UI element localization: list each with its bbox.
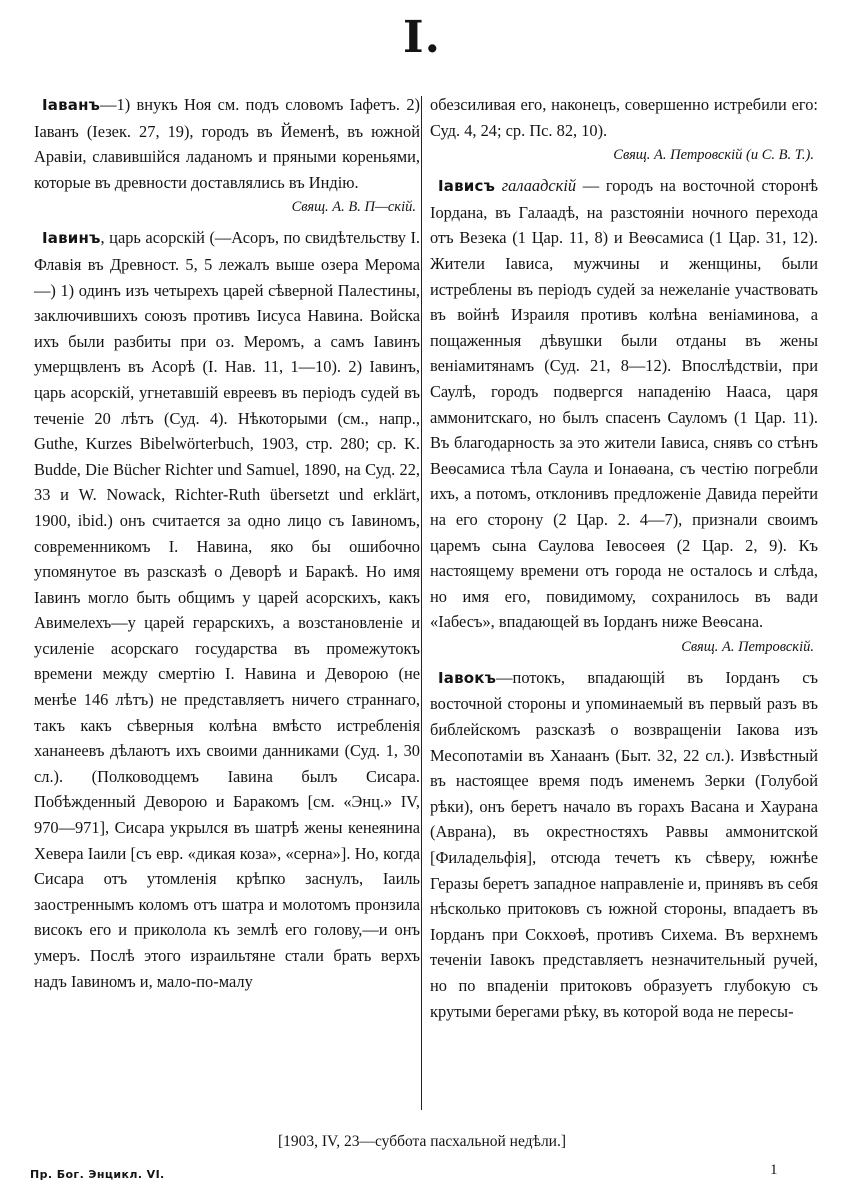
column-divider [421,96,422,1110]
page-heading: I. [403,12,441,63]
printer-signature: Пр. Бог. Энцикл. VI. [30,1168,165,1181]
entry-iavan [34,92,420,219]
entry-author: Свящ. А. Петровскій (и С. В. Т.). [613,147,814,164]
left-column [34,92,420,994]
date-footnote: [1903, IV, 23—суббота пасхальной недѣли.] [277,1133,567,1150]
entry-text: обезсиливая его, наконецъ, совершенно истребили его: Суд. 4, 24; ср. Пс. 82, 10). [430,95,818,140]
entry-text: —потокъ, впадающій въ Іорданъ съ восточной стороны и упоминаемый въ первый разъ въ библейскомъ разсказѣ о возвращеніи Іакова изъ Месопотаміи въ Ханаанъ (Быт. 32, 22 сл.). Извѣстный въ настоящее время подъ именемъ Зерки (Голубой рѣки), онъ беретъ начало въ горахъ Васана и Хаурана (Аврана), въ окрестностяхъ Раввы аммонитской [Филадельфія], отсюда течетъ къ сѣверу, южнѣе Геразы беретъ западное направленіе и, принявъ въ себя нѣсколько притоковъ съ южной стороны, впадаетъ въ Іорданъ при Сокхоѳѣ, противъ Сихема. Въ верхнемъ теченіи Іавокъ представляетъ незначительный ручей, но по впаденіи притоковъ образуетъ глубокую съ крутыми берегами рѣку, въ которой вода не пересы- [430,667,818,1021]
entry-iavin-continued [430,92,818,167]
entry-iavin [34,225,420,994]
page-number: 1 [770,1162,778,1178]
right-column [430,92,818,1024]
entry-headword-qualifier: галаадскій [495,176,577,196]
entry-author: Свящ. А. В. П—скій. [291,199,416,216]
entry-iavis [430,173,818,659]
entry-headword: Іавокъ [438,668,497,687]
entry-text: , царь асорскій (—Асоръ, по свидѣтельству І. Флавія въ Древност. 5, 5 лежалъ выше озера Мерома—) 1) одинъ изъ четырехъ царей сѣверной Палестины, заключившихъ союзъ противъ Іисуса Навина. Войска ихъ были разбиты при оз. Меромъ, а самъ Іавинъ умерщвленъ въ Асорѣ (І. Нав. 11, 1—10). 2) Іавинъ, царь асорскій, угнетавшій евреевъ въ періодъ судей въ теченіе 20 лѣтъ (Суд. 4). Нѣкоторыми (см., напр., Guthe, Kurzes Bibelwörterbuch, 1903, стр. 280; ср. K. Budde, Die Bücher Richter und Samuel, 1890, на Суд. 22, 33 и W. Nowack, Richter-Ruth übersetzt und erklärt, 1900, ibid.) онъ считается за одно лицо съ Іавиномъ, современникомъ І. Навина, яко бы ошибочно упомянутое въ разсказѣ о Деворѣ и Баракѣ. Но имя Іавинъ могло быть общимъ у царей асорскихъ, какъ Авимелехъ—у царей герарскихъ, а возстановленіе и усиленіе асорскаго государства въ промежутокъ времени между смертію І. Навина и Деворою (не менѣе 146 лѣтъ) не представляетъ ничего страннаго, такъ какъ сѣверныя колѣна вмѣсто истребленія хананеевъ дѣлаютъ ихъ своими данниками (Суд. 1, 30 сл.). (Полководцемъ Іавина былъ Сисара. Побѣжденный Деворою и Баракомъ [см. «Энц.» IV, 970—971], Сисара укрылся въ шатрѣ жены кенеянина Хевера Іаили [съ евр. «дикая коза», «серна»]. Но, когда Сисара отъ утомленія крѣпко заснулъ, Іаиль заостреннымъ коломъ отъ шатра и молотомъ пронзила високъ его и приколола къ землѣ его голову,—и онъ умеръ. Послѣ этого израильтяне стали брать верхъ надъ Іавиномъ и, мало-по-малу [34,228,420,991]
entry-text: —1) внукъ Ноя см. подъ словомъ Іафетъ. 2) Іаванъ (Іезек. 27, 19), городъ въ Йеменѣ, въ южной Аравіи, славившійся ладаномъ и пряными кореньями, которые въ древности доставлялись въ Индію. [34,95,420,192]
entry-headword: Іависъ [438,177,496,196]
entry-text: — городъ на восточной сторонѣ Іордана, въ Галаадѣ, на разстояніи ночного перехода отъ Везека (1 Цар. 11, 8) и Веѳсамиса (1 Цар. 31, 12). Жители Іависа, мужчины и женщины, были истреблены въ періодъ судей за нежеланіе участвовать въ войнѣ Израиля противъ колѣна веніаминова, а пощаженныя дѣвушки были отданы въ жены веніамитянамъ (Суд. 21, 8—12). Впослѣдствіи, при Саулѣ, городъ подвергся нападенію Нааса, царя аммонитскаго, но былъ спасенъ Сауломъ (1 Цар. 11). Въ благодарность за это жители Іависа, снявъ со стѣнъ Веѳсамиса тѣла Саула и Іонаѳана, съ честію погребли ихъ, а потомъ, отклонивъ предложеніе Давида перейти на его сторону (2 Цар. 2. 4—7), признали своимъ царемъ сына Саулова Іевосѳея (2 Цар. 2, 9). Къ настоящему времени отъ города не осталось и слѣда, но имя его, повидимому, сохранилось въ вади «Іабесъ», впадающей въ Іорданъ ниже Веѳсана. [430,176,818,632]
entry-iavok [430,665,818,1024]
entry-headword: Іавинъ [42,229,101,248]
entry-author: Свящ. А. Петровскій. [681,638,814,655]
entry-headword: Іаванъ [42,96,101,114]
